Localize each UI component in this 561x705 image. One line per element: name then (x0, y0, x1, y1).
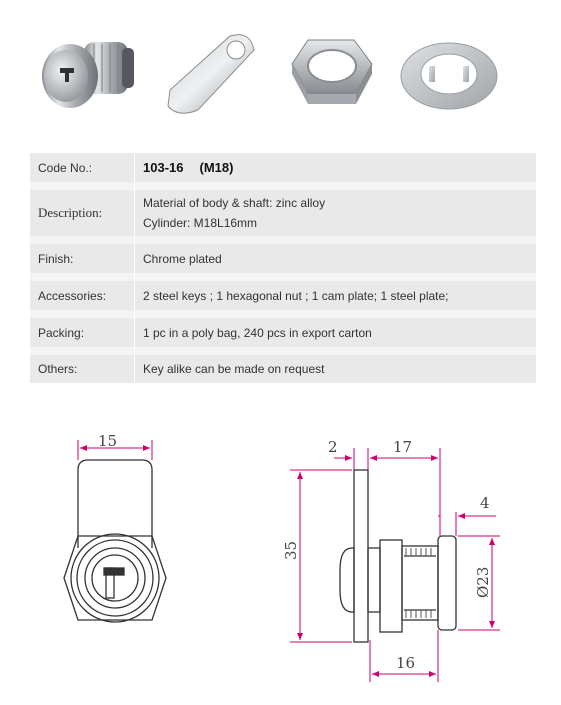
spec-row-code (30, 153, 536, 182)
technical-drawings (0, 420, 561, 705)
spec-row-others (30, 355, 536, 383)
spec-value: 1 pc in a poly bag, 240 pcs in export carton (135, 318, 537, 347)
steel-plate-photo (398, 40, 500, 112)
product-photos (0, 0, 561, 140)
spec-value: 2 steel keys ; 1 hexagonal nut ; 1 cam plate; 1 steel plate; (135, 281, 537, 310)
dim-plate-label: 2 (328, 438, 338, 456)
spec-key: Finish: (30, 244, 135, 273)
spec-value (135, 153, 537, 182)
spec-table (30, 153, 536, 383)
dim-cap-label: 4 (480, 494, 490, 512)
spec-key: Accessories: (30, 281, 135, 310)
spec-row-description (30, 190, 536, 236)
spec-value (135, 190, 537, 236)
spec-key: Description: (30, 190, 135, 236)
cam-lock-photo (36, 24, 140, 124)
spec-row-packing (30, 318, 536, 347)
dim-thread-label: 16 (396, 654, 416, 672)
side-view-drawing (340, 470, 456, 642)
dim-diameter-label: Ø23 (474, 566, 492, 598)
cam-plate-photo (150, 28, 262, 118)
spec-row-accessories (30, 281, 536, 310)
dim-length-label: 17 (393, 438, 413, 456)
front-width-dimension (78, 432, 152, 460)
spec-value: Key alike can be made on request (135, 355, 537, 383)
thread-hatching (406, 548, 431, 618)
dim-height-label: 35 (282, 540, 300, 560)
spec-key: Others: (30, 355, 135, 383)
description-line: Cylinder: M18L16mm (143, 216, 258, 230)
front-view-drawing (64, 460, 166, 622)
spec-key: Code No.: (30, 153, 135, 182)
hex-nut-photo (284, 34, 378, 110)
description-line: Material of body & shaft: zinc alloy (143, 196, 326, 210)
side-dimensions (290, 448, 500, 682)
code-size: (M18) (199, 160, 234, 175)
spec-value: Chrome plated (135, 244, 537, 273)
dim-width-label: 15 (98, 432, 118, 450)
spec-key: Packing: (30, 318, 135, 347)
spec-row-finish (30, 244, 536, 273)
code-number: 103-16 (143, 160, 184, 175)
